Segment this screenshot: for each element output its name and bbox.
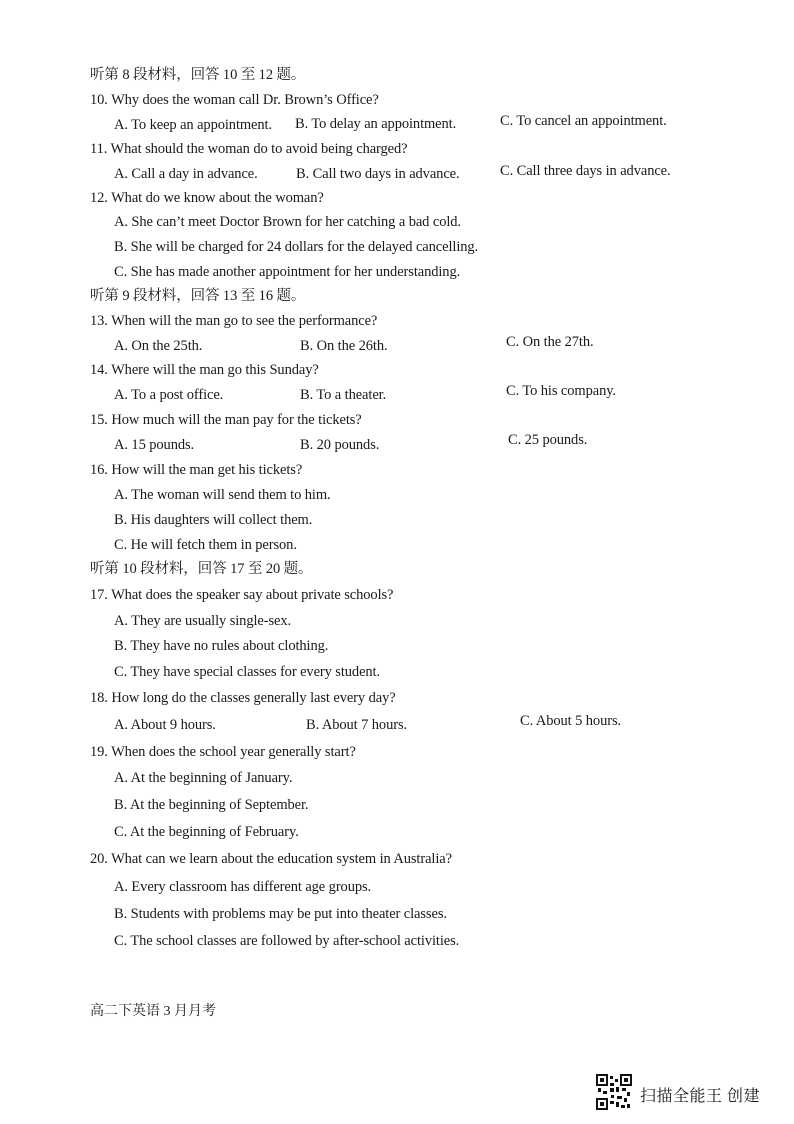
section-heading: 听第 8 段材料，回答 10 至 12 题。	[90, 67, 306, 83]
question-stem: 14. Where will the man go this Sunday?	[90, 362, 319, 378]
option-b: B. Call two days in advance.	[296, 166, 460, 182]
question-stem: 20. What can we learn about the education system in Australia?	[90, 851, 452, 867]
option-a: A. Every classroom has different age groups.	[114, 879, 372, 895]
option-b: B. At the beginning of September.	[114, 797, 309, 813]
section-heading: 听第 9 段材料，回答 13 至 16 题。	[90, 288, 306, 304]
option-b: B. They have no rules about clothing.	[114, 638, 329, 654]
question-stem: 19. When does the school year generally start?	[90, 744, 356, 760]
option-b: B. Students with problems may be put into theater classes.	[114, 906, 447, 922]
option-b: B. About 7 hours.	[306, 717, 408, 733]
question-stem: 13. When will the man go to see the performance?	[90, 313, 378, 329]
option-b: B. On the 26th.	[300, 338, 388, 354]
option-b: B. To a theater.	[300, 387, 387, 403]
option-b: B. She will be charged for 24 dollars for the delayed cancelling.	[114, 239, 479, 255]
option-a: A. About 9 hours.	[114, 717, 216, 733]
option-c: C. To his company.	[506, 383, 616, 399]
question-stem: 11. What should the woman do to avoid being charged?	[90, 141, 408, 157]
option-a: A. The woman will send them to him.	[114, 487, 331, 503]
question-stem: 16. How will the man get his tickets?	[90, 462, 303, 478]
option-b: B. His daughters will collect them.	[114, 512, 313, 528]
qr-code-icon	[596, 1074, 632, 1110]
option-a: A. To a post office.	[114, 387, 224, 403]
option-b: B. 20 pounds.	[300, 437, 380, 453]
question-stem: 15. How much will the man pay for the tickets?	[90, 412, 362, 428]
page-footer: 高二下英语 3 月月考	[90, 1004, 216, 1019]
option-c: C. The school classes are followed by after-school activities.	[114, 933, 460, 949]
option-c: C. They have special classes for every student.	[114, 664, 381, 680]
option-a: A. On the 25th.	[114, 338, 203, 354]
option-a: A. To keep an appointment.	[114, 117, 272, 133]
option-a: A. 15 pounds.	[114, 437, 195, 453]
option-c: C. Call three days in advance.	[500, 163, 671, 179]
option-b: B. To delay an appointment.	[295, 116, 457, 132]
option-c: C. To cancel an appointment.	[500, 113, 667, 129]
section-heading: 听第 10 段材料，回答 17 至 20 题。	[90, 561, 313, 577]
option-c: C. She has made another appointment for her understanding.	[114, 264, 461, 280]
question-stem: 10. Why does the woman call Dr. Brown’s Office?	[90, 92, 379, 108]
option-c: C. At the beginning of February.	[114, 824, 299, 840]
option-a: A. At the beginning of January.	[114, 770, 293, 786]
option-c: C. On the 27th.	[506, 334, 594, 350]
watermark-text: 扫描全能王 创建	[640, 1088, 761, 1105]
question-stem: 12. What do we know about the woman?	[90, 190, 324, 206]
option-a: A. Call a day in advance.	[114, 166, 258, 182]
option-a: A. She can’t meet Doctor Brown for her catching a bad cold.	[114, 214, 461, 230]
option-a: A. They are usually single-sex.	[114, 613, 292, 629]
option-c: C. 25 pounds.	[508, 432, 588, 448]
question-stem: 17. What does the speaker say about private schools?	[90, 587, 394, 603]
question-stem: 18. How long do the classes generally last every day?	[90, 690, 396, 706]
option-c: C. He will fetch them in person.	[114, 537, 297, 553]
option-c: C. About 5 hours.	[520, 713, 622, 729]
scanner-watermark	[596, 1074, 776, 1112]
